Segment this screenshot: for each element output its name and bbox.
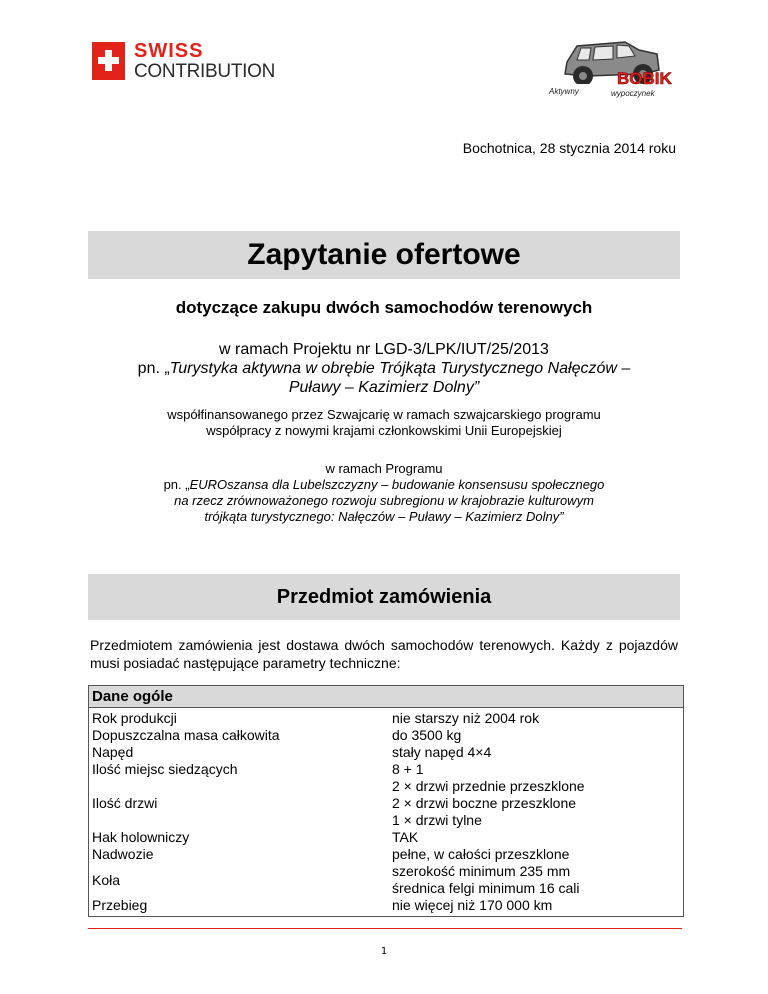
section-title: Przedmiot zamówienia (276, 586, 492, 608)
programme-info (60, 461, 708, 525)
table-row-label: Nadwozie (92, 846, 154, 862)
spec-table-header: Dane ogóle (89, 686, 683, 708)
swiss-logo-line1: SWISS (134, 40, 204, 62)
section-band (88, 574, 680, 620)
table-row-value (392, 744, 491, 761)
document-subtitle: dotyczące zakupu dwóch samochodów terenowych (175, 298, 593, 317)
table-row-label: Koła (92, 871, 121, 888)
table-row-value-line: stały napęd 4×4 (392, 744, 492, 760)
table-row-label: Rok produkcji (92, 710, 177, 726)
page-number: 1 (380, 946, 388, 957)
cofinance-info (60, 407, 708, 439)
offroad-car-icon (547, 32, 677, 100)
swiss-cross-icon (92, 42, 125, 80)
table-row (89, 897, 683, 914)
spec-table (88, 685, 684, 917)
table-row-label: Ilość drzwi (92, 795, 158, 811)
table-row-value (392, 897, 552, 914)
table-row-value-line: nie starszy niż 2004 rok (392, 710, 540, 726)
table-row-value-line: 2 × drzwi boczne przeszklone (392, 795, 577, 811)
project-line3: Puławy – Kazimierz Dolny” (288, 379, 480, 396)
table-row-label: Napęd (92, 744, 134, 760)
table-row-value-line: 2 × drzwi przednie przeszklone (392, 778, 585, 794)
title-band (88, 231, 680, 279)
table-row-value-line: szerokość minimum 235 mm (392, 863, 571, 879)
project-line2-prefix: pn. „ (137, 360, 170, 377)
programme-line4: trójkąta turystycznego: Nałęczów – Puławy – Kazimierz Dolny” (204, 509, 564, 524)
table-row (89, 846, 683, 863)
swiss-contribution-logo (92, 42, 282, 82)
bobik-logo (547, 32, 677, 100)
table-row-label: Przebieg (92, 897, 148, 913)
project-info (60, 340, 708, 397)
table-row-label: Hak holowniczy (92, 829, 190, 845)
table-row-label: Ilość miejsc siedzących (92, 761, 238, 777)
table-row (89, 761, 683, 778)
table-row-value-line: do 3500 kg (392, 727, 462, 743)
programme-line3: na rzecz zrównoważonego rozwoju subregionu w krajobrazie kulturowym (174, 493, 594, 508)
table-row-value (392, 727, 461, 744)
swiss-logo-line2: CONTRIBUTION (134, 61, 276, 82)
table-row (89, 744, 683, 761)
table-row-value (392, 829, 418, 846)
cofinance-line2: współpracy z nowymi krajami członkowskimi Unii Europejskiej (206, 423, 562, 438)
project-line1: w ramach Projektu nr LGD-3/LPK/IUT/25/2013 (219, 341, 549, 358)
table-row-value-line: 1 × drzwi tylne (392, 812, 482, 828)
table-row (89, 829, 683, 846)
table-row-value (392, 863, 580, 897)
programme-line2-prefix: pn. „ (163, 477, 190, 492)
project-line2: Turystyka aktywna w obrębie Trójkąta Turystycznego Nałęczów – (169, 360, 631, 377)
bobik-logo-tag1: Aktywny (549, 87, 579, 96)
table-row (89, 727, 683, 744)
date-line: Bochotnica, 28 stycznia 2014 roku (462, 140, 676, 156)
spec-table-body (89, 708, 683, 916)
table-row-value (392, 778, 585, 829)
table-row (89, 710, 683, 727)
programme-line1: w ramach Programu (325, 461, 443, 476)
programme-line2: EUROszansa dla Lubelszczyzny – budowanie konsensusu społecznego (189, 477, 605, 492)
table-row-value-line: pełne, w całości przeszklone (392, 846, 570, 862)
table-row-value (392, 710, 539, 727)
footer-divider (88, 928, 682, 929)
table-row-value (392, 846, 569, 863)
table-row-label: Dopuszczalna masa całkowita (92, 727, 280, 743)
document-title: Zapytanie ofertowe (247, 238, 521, 271)
table-row-value-line: nie więcej niż 170 000 km (392, 897, 553, 913)
table-row-value-line: średnica felgi minimum 16 cali (392, 880, 580, 896)
table-row-value-line: TAK (392, 829, 419, 845)
table-row-value-line: 8 + 1 (392, 761, 424, 777)
table-row (89, 863, 683, 897)
cofinance-line1: współfinansowanego przez Szwajcarię w ramach szwajcarskiego programu (167, 407, 601, 422)
table-row (89, 778, 683, 829)
bobik-logo-name: BOBIK (617, 69, 672, 88)
table-row-value (392, 761, 424, 778)
bobik-logo-tag2: wypoczynek (611, 89, 655, 98)
intro-paragraph: Przedmiotem zamówienia jest dostawa dwóch samochodów terenowych. Każdy z pojazdów musi posiadać następujące parametry techniczne: (90, 637, 678, 671)
